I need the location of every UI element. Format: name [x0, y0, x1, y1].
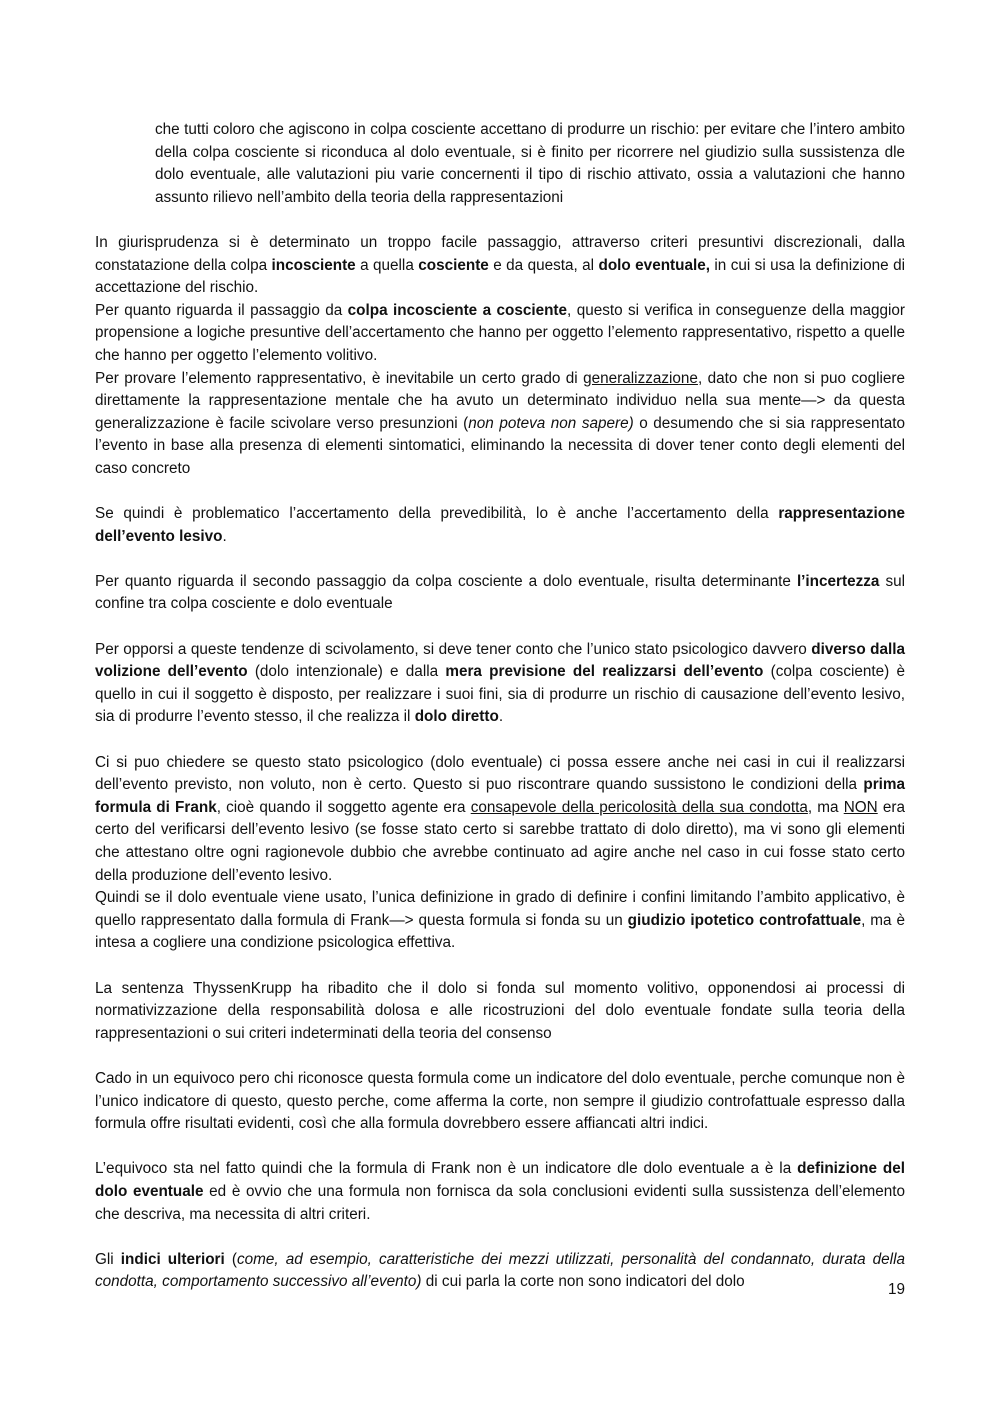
- text-run: , questo si verifica in conseguenze della maggior propensione a logiche presuntive dell’accertamento che hanno per oggetto l’elemento rappresentativo, rispetto a quelle che hanno per oggetto l’elemento volitivo.: [95, 301, 905, 364]
- paragraph-secondo-passaggio: [95, 571, 905, 616]
- italic-text: non poteva non sapere): [468, 414, 634, 432]
- bold-term: colpa incosciente a cosciente: [347, 301, 568, 319]
- text-run: o desumendo che si sia rappresentato l’evento in base alla presenza di elementi sintomatici, eliminando la necessita di dover tener conto degli elementi del caso concreto: [95, 414, 905, 477]
- paragraph-definizione: [95, 887, 905, 955]
- text-run: , dato che non si puo cogliere direttamente la rappresentazione mentale che ha avuto un determinato individuo nella sua mente—> da questa generalizzazione è facile scivolare verso presunzioni (: [95, 369, 905, 432]
- bold-term: l’incertezza: [796, 572, 880, 590]
- bold-term: incosciente: [271, 256, 356, 274]
- paragraph-equivoco: [95, 1068, 905, 1136]
- text-run: in cui si usa la definizione di accettazione del rischio.: [95, 256, 905, 297]
- paragraph-text: Cado in un equivoco pero chi riconosce questa formula come un indicatore del dolo eventuale, perche comunque non è l’unico indicatore di questo, questo perche, come afferma la corte, non sempre il giudizio controfattuale espresso dalla formula offre risultati evidenti, così che alla formula dovrebbero essere affiancati altri indici.: [95, 1069, 905, 1133]
- text-run: Quindi se il dolo eventuale viene usato, l’unica definizione in grado di definire i confini limitando l’ambito applicativo, è quello rappresentato dalla formula di Frank—> questa formula si fonda su un: [95, 889, 905, 929]
- text-run: .: [222, 527, 227, 545]
- bold-term: rappresentazione dell’evento lesivo: [95, 505, 905, 545]
- bold-term: giudizio ipotetico controfattuale: [627, 911, 862, 929]
- text-run: Per provare l’elemento rappresentativo, è inevitabile un certo grado di: [95, 369, 584, 387]
- paragraph-indici-ulteriori: [95, 1249, 905, 1294]
- underlined-term: consapevole della pericolosità della sua condotta: [470, 798, 808, 816]
- bold-term: prima formula di Frank: [95, 776, 905, 816]
- bold-term: definizione del dolo eventuale: [95, 1160, 906, 1200]
- text-run: Ci si puo chiedere se questo stato psicologico (dolo eventuale) ci possa essere anche nei casi in cui il realizzarsi dell’evento previsto, non voluto, non è certo. Questo si puo riscontrare quando sussistono le condizioni della: [95, 753, 905, 794]
- text-run: Per quanto riguarda il secondo passaggio da colpa cosciente a dolo eventuale, risulta determinante: [95, 572, 797, 590]
- document-body: [95, 119, 905, 1294]
- underlined-term: NON: [843, 798, 878, 816]
- text-run: era certo del verificarsi dell’evento lesivo (se fosse stato certo si sarebbe trattato di dolo diretto), ma vi sono gli elementi che attestano oltre ogni ragionevole dubbio che avrebbe continuato ad agire anche nel caso in cui fosse stato certo della produzione dell’evento lesivo.: [95, 798, 906, 884]
- underlined-term: generalizzazione: [583, 369, 698, 387]
- text-run: Per quanto riguarda il passaggio da: [95, 301, 348, 319]
- paragraph-thyssenkrupp: [95, 978, 905, 1046]
- paragraph-rappresentativo: [95, 368, 905, 481]
- bold-term: cosciente: [418, 256, 489, 274]
- bold-term: dolo eventuale,: [598, 256, 710, 274]
- paragraph-scivolamento: [95, 639, 905, 729]
- paragraph-continuation: [155, 119, 905, 209]
- text-run: L’equivoco sta nel fatto quindi che la formula di Frank non è un indicatore dle dolo eventuale a è la: [95, 1160, 798, 1178]
- text-run: Se quindi è problematico l’accertamento della prevedibilità, lo è anche l’accertamento della: [95, 505, 779, 523]
- text-run: sul confine tra colpa cosciente e dolo eventuale: [95, 572, 905, 613]
- text-run: Gli: [95, 1250, 121, 1268]
- page-number: 19: [887, 1281, 905, 1298]
- text-run: (dolo intenzionale) e dalla: [247, 663, 446, 681]
- paragraph-text: La sentenza ThyssenKrupp ha ribadito che il dolo si fonda sul momento volitivo, opponendosi ai processi di normativizzazione della responsabilità dolosa e alle ricostruzioni del dolo eventuale fondate sulla teoria della rappresentazioni o sui criteri indeterminati della teoria del consenso: [95, 979, 905, 1042]
- italic-text: come, ad esempio, caratteristiche dei mezzi utilizzati, personalità del condannato, durata della condotta, comportamento successivo all’evento): [95, 1250, 905, 1291]
- text-run: .: [498, 708, 504, 726]
- paragraph-passaggio: [95, 300, 905, 368]
- text-run: (colpa cosciente) è quello in cui il soggetto è disposto, per realizzare i suoi fini, sia di produrre un rischio di causazione dell’evento lesivo, sia di produrre l’evento stesso, il che realizza il: [95, 663, 905, 726]
- text-run: Per opporsi a queste tendenze di scivolamento, si deve tener conto che l’unico stato psicologico davvero: [95, 640, 812, 658]
- text-run: a quella: [355, 256, 419, 274]
- paragraph-formula-frank: [95, 752, 905, 888]
- text-run: ed è ovvio che una formula non fornisca da sola conclusioni evidenti sulla sussistenza dell’elemento che descriva, ma necessita di altri criteri.: [95, 1182, 905, 1223]
- text-run: e da questa, al: [488, 256, 599, 274]
- paragraph-prevedibilita: [95, 503, 905, 548]
- text-run: , ma: [807, 798, 844, 816]
- bold-term: indici ulteriori: [120, 1250, 225, 1268]
- bold-term: mera previsione del realizzarsi dell’evento: [445, 663, 764, 681]
- text-run: , ma è intesa a cogliere una condizione psicologica effettiva.: [95, 911, 905, 952]
- text-run: di cui parla la corte non sono indicatori del dolo: [421, 1273, 745, 1291]
- text-run: (: [224, 1250, 237, 1268]
- paragraph-giurisprudenza: [95, 232, 905, 300]
- paragraph-definizione-dolo: [95, 1158, 905, 1226]
- text-run: In giurisprudenza si è determinato un troppo facile passaggio, attraverso criteri presuntivi discrezionali, dalla constatazione della colpa: [95, 233, 905, 274]
- bold-term: diverso dalla volizione dell’evento: [95, 640, 906, 681]
- paragraph-text: che tutti coloro che agiscono in colpa cosciente accettano di produrre un rischio: per evitare che l’intero ambito della colpa cosciente si riconduca al dolo eventuale, si è finito per ricorrere nel giudizio sulla sussistenza dle dolo eventuale, alle valutazioni piu varie concernenti il tipo di rischio attivato, ossia a valutazioni che hanno assunto rilievo nell’ambito della teoria della rappresentazioni: [155, 121, 905, 206]
- text-run: , cioè quando il soggetto agente era: [216, 798, 471, 816]
- bold-term: dolo diretto: [414, 708, 499, 726]
